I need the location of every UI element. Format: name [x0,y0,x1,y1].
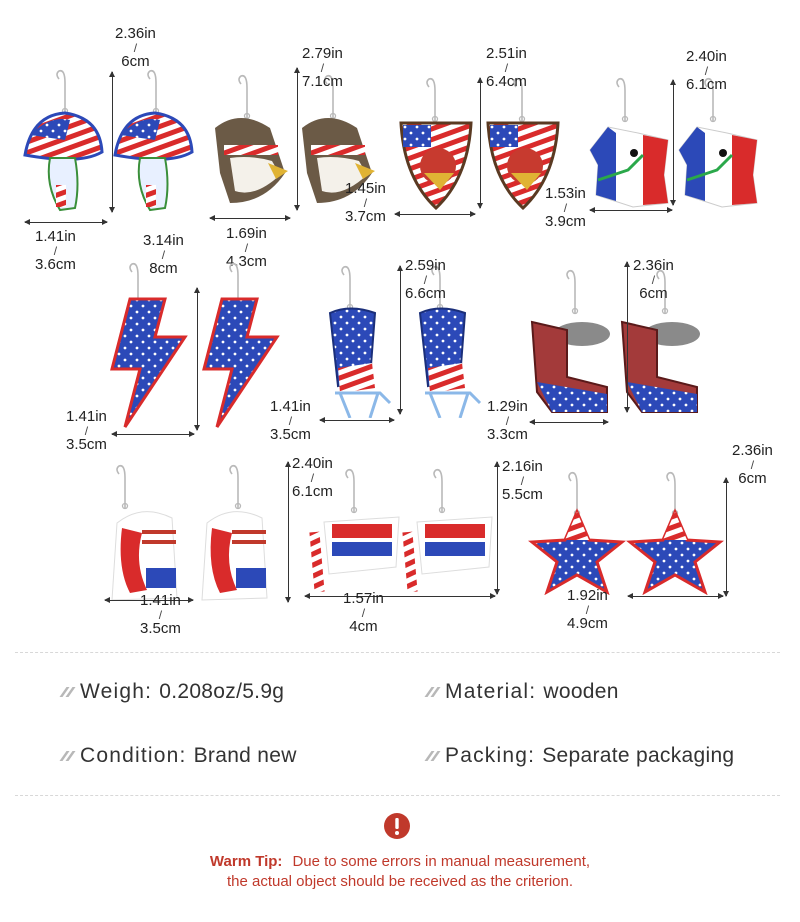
mushroom-earrings [20,60,200,230]
boom-earring-image [302,462,497,597]
mushroom-width-label: 1.41in / 3.6cm [35,228,76,273]
star-earring-image [525,465,725,595]
lightning-height-label: 3.14in / 8cm [143,232,184,277]
star-width-label: 1.92in / 4.9cm [567,587,608,632]
star-earrings [525,465,725,595]
lightning-width-label: 1.41in / 3.5cm [66,408,107,453]
eagle-height-line [297,68,298,210]
warm-tip-line-2 [0,873,800,890]
spec-packing-value: Separate packaging [542,744,735,767]
eagle-width-line [210,218,290,219]
boots-width-label: 1.29in / 3.3cm [487,398,528,443]
spec-material-label: Material: [445,680,537,703]
spec-material-value: wooden [543,680,619,703]
spec-weigh-label: Weigh: [80,680,153,703]
chair-width-line [320,420,394,421]
warm-tip-label: Warm Tip: [209,853,283,870]
star-height-label: 2.36in / 6cm [732,442,773,487]
divider-top [15,652,780,653]
boom-width-line [305,596,495,597]
warm-tip-text-2: the actual object should be received as the criterion. [226,873,574,890]
spec-material [425,680,619,704]
boots-width-line [530,422,608,423]
bullet-slash-icon [425,687,441,697]
usa-earring-image [100,458,295,608]
boom-earrings [302,462,497,602]
france-earring-image [585,70,780,210]
spec-weigh [60,680,284,704]
warm-tip-line-1 [0,853,800,870]
shield-height-label: 2.51in / 6.4cm [486,45,527,90]
usa-width-label: 1.41in / 3.5cm [140,592,181,637]
mushroom-height-label: 2.36in / 6cm [115,25,156,70]
mushroom-height-line [112,72,113,212]
spec-packing [425,744,734,768]
usa-height-label: 2.40in / 6.1cm [292,455,333,500]
boom-height-label: 2.16in / 5.5cm [502,458,543,503]
boots-height-label: 2.36in / 6cm [633,257,674,302]
bullet-slash-icon [60,687,76,697]
france-height-label: 2.40in / 6.1cm [686,48,727,93]
bullet-slash-icon [425,751,441,761]
bullet-slash-icon [60,751,76,761]
france-height-line [673,80,674,205]
usa-earrings [100,458,295,608]
chair-height-line [400,266,401,414]
mushroom-earring-image [20,60,200,220]
lightning-width-line [112,434,194,435]
boots-earring-image [525,262,715,422]
france-width-line [590,210,672,211]
chair-height-label: 2.59in / 6.6cm [405,257,446,302]
divider-bottom [15,795,780,796]
shield-width-label: 1.45in / 3.7cm [345,180,386,225]
chair-width-label: 1.41in / 3.5cm [270,398,311,443]
shield-width-line [395,214,475,215]
eagle-height-label: 2.79in / 7.1cm [302,45,343,90]
spec-condition [60,744,297,768]
mushroom-width-line [25,222,107,223]
boom-width-label: 1.57in / 4cm [343,590,384,635]
shield-height-line [480,78,481,208]
spec-condition-value: Brand new [193,744,297,767]
warning-icon [383,812,411,840]
star-width-line [628,596,723,597]
france-earrings [585,70,780,220]
star-height-line [726,478,727,596]
spec-packing-label: Packing: [445,744,536,767]
warm-tip-text-1: Due to some errors in manual measurement, [292,853,591,870]
boots-earrings [525,262,715,422]
eagle-width-label: 1.69in / 4.3cm [226,225,267,270]
spec-weigh-value: 0.208oz/5.9g [159,680,285,703]
boom-height-line [497,462,498,594]
usa-height-line [288,462,289,602]
spec-condition-label: Condition: [80,744,187,767]
france-width-label: 1.53in / 3.9cm [545,185,586,230]
boots-height-line [627,262,628,412]
lightning-height-line [197,288,198,430]
